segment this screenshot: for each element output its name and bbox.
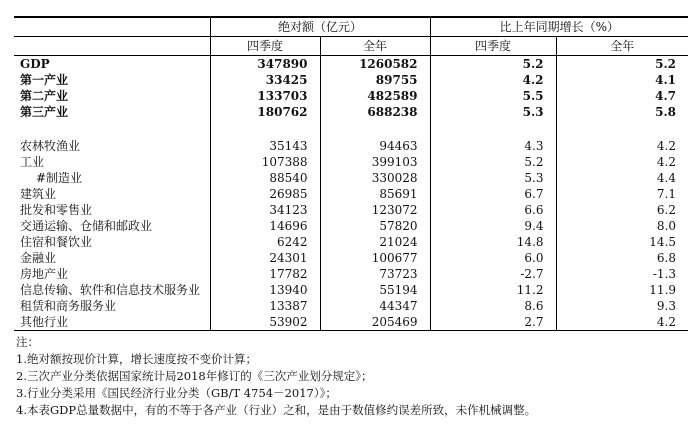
cell-year-growth: 6.8 bbox=[556, 250, 688, 266]
cell-year-growth: 11.9 bbox=[556, 282, 688, 298]
cell-q4-growth: 2.7 bbox=[430, 314, 556, 331]
header-growth-q4: 四季度 bbox=[430, 37, 556, 56]
cell-year-value: 94463 bbox=[320, 138, 430, 154]
cell-q4-value: 6242 bbox=[210, 234, 320, 250]
cell-year-growth: 9.3 bbox=[556, 298, 688, 314]
row-label: 工业 bbox=[20, 155, 45, 169]
cell-year-value: 73723 bbox=[320, 266, 430, 282]
table-row-tertiary-industry bbox=[14, 104, 688, 120]
cell-year-growth: -1.3 bbox=[556, 266, 688, 282]
cell-q4-value: 180762 bbox=[210, 104, 320, 120]
cell-q4-growth: 5.3 bbox=[430, 170, 556, 186]
table-row-primary-industry bbox=[14, 72, 688, 88]
row-label: 第三产业 bbox=[20, 105, 69, 119]
row-label: GDP bbox=[20, 57, 50, 71]
cell-q4-growth: 4.2 bbox=[430, 72, 556, 88]
cell-q4-growth: 6.7 bbox=[430, 186, 556, 202]
row-label: 住宿和餐饮业 bbox=[20, 235, 93, 249]
gdp-table-container bbox=[14, 16, 688, 419]
row-label: 第一产业 bbox=[20, 73, 69, 87]
cell-q4-growth: 4.3 bbox=[430, 138, 556, 154]
cell-q4-value: 13940 bbox=[210, 282, 320, 298]
header-row-groups bbox=[14, 17, 688, 37]
row-label: 房地产业 bbox=[20, 267, 69, 281]
row-label: 交通运输、仓储和邮政业 bbox=[20, 219, 153, 233]
cell-q4-value: 88540 bbox=[210, 170, 320, 186]
header-corner-2 bbox=[14, 37, 210, 56]
table-row bbox=[14, 266, 688, 282]
cell-year-value: 1260582 bbox=[320, 56, 430, 73]
table-row bbox=[14, 314, 688, 331]
header-row-periods bbox=[14, 37, 688, 56]
cell-q4-value: 347890 bbox=[210, 56, 320, 73]
cell-year-growth: 14.5 bbox=[556, 234, 688, 250]
cell-q4-value: 34123 bbox=[210, 202, 320, 218]
row-label: #制造业 bbox=[36, 171, 83, 185]
cell-q4-value: 107388 bbox=[210, 154, 320, 170]
note-item: 2.三次产业分类依据国家统计局2018年修订的《三次产业划分规定》； bbox=[16, 369, 373, 383]
cell-year-growth: 4.2 bbox=[556, 154, 688, 170]
cell-q4-value: 17782 bbox=[210, 266, 320, 282]
cell-q4-growth: 6.0 bbox=[430, 250, 556, 266]
cell-year-growth: 6.2 bbox=[556, 202, 688, 218]
cell-q4-value: 13387 bbox=[210, 298, 320, 314]
cell-q4-growth: 6.6 bbox=[430, 202, 556, 218]
row-label: 金融业 bbox=[20, 251, 57, 265]
cell-q4-value: 53902 bbox=[210, 314, 320, 331]
header-corner bbox=[14, 17, 210, 37]
notes-heading: 注： bbox=[16, 335, 39, 349]
table-row bbox=[14, 202, 688, 218]
cell-q4-growth: 5.3 bbox=[430, 104, 556, 120]
row-label: 第二产业 bbox=[20, 89, 69, 103]
table-row bbox=[14, 138, 688, 154]
cell-year-value: 205469 bbox=[320, 314, 430, 331]
cell-q4-growth: 9.4 bbox=[430, 218, 556, 234]
cell-year-value: 85691 bbox=[320, 186, 430, 202]
cell-q4-value: 33425 bbox=[210, 72, 320, 88]
cell-q4-value: 26985 bbox=[210, 186, 320, 202]
cell-year-value: 44347 bbox=[320, 298, 430, 314]
cell-q4-growth: 11.2 bbox=[430, 282, 556, 298]
header-growth-full-year: 全年 bbox=[556, 37, 688, 56]
table-row bbox=[14, 250, 688, 266]
cell-year-growth: 5.8 bbox=[556, 104, 688, 120]
header-absolute-value: 绝对额（亿元） bbox=[210, 17, 430, 37]
table-row bbox=[14, 218, 688, 234]
cell-q4-value: 14696 bbox=[210, 218, 320, 234]
cell-year-growth: 4.2 bbox=[556, 138, 688, 154]
cell-year-value: 330028 bbox=[320, 170, 430, 186]
note-item: 1.绝对额按现价计算，增长速度按不变价计算； bbox=[16, 352, 257, 366]
cell-year-value: 123072 bbox=[320, 202, 430, 218]
cell-q4-value: 133703 bbox=[210, 88, 320, 104]
cell-year-value: 89755 bbox=[320, 72, 430, 88]
cell-year-value: 399103 bbox=[320, 154, 430, 170]
cell-year-value: 57820 bbox=[320, 218, 430, 234]
cell-year-growth: 4.7 bbox=[556, 88, 688, 104]
cell-year-value: 100677 bbox=[320, 250, 430, 266]
table-row bbox=[14, 170, 688, 186]
cell-q4-growth: 8.6 bbox=[430, 298, 556, 314]
cell-year-growth: 5.2 bbox=[556, 56, 688, 73]
cell-year-growth: 7.1 bbox=[556, 186, 688, 202]
cell-year-value: 482589 bbox=[320, 88, 430, 104]
row-label: 农林牧渔业 bbox=[20, 139, 81, 153]
gdp-table bbox=[14, 16, 688, 331]
table-row-gdp bbox=[14, 56, 688, 73]
table-row-secondary-industry bbox=[14, 88, 688, 104]
table-spacer-row bbox=[14, 120, 688, 138]
table-row bbox=[14, 234, 688, 250]
cell-q4-value: 35143 bbox=[210, 138, 320, 154]
cell-q4-growth: 14.8 bbox=[430, 234, 556, 250]
table-row bbox=[14, 186, 688, 202]
row-label: 其他行业 bbox=[14, 314, 210, 331]
table-row bbox=[14, 282, 688, 298]
header-growth-rate: 比上年同期增长（%） bbox=[430, 17, 688, 37]
cell-year-growth: 4.2 bbox=[556, 314, 688, 331]
cell-q4-growth: -2.7 bbox=[430, 266, 556, 282]
cell-year-growth: 4.1 bbox=[556, 72, 688, 88]
row-label: 租赁和商务服务业 bbox=[20, 299, 117, 313]
table-row bbox=[14, 154, 688, 170]
cell-q4-growth: 5.5 bbox=[430, 88, 556, 104]
row-label: 信息传输、软件和信息技术服务业 bbox=[20, 283, 201, 297]
cell-year-growth: 4.4 bbox=[556, 170, 688, 186]
cell-q4-value: 24301 bbox=[210, 250, 320, 266]
row-label: 批发和零售业 bbox=[20, 203, 93, 217]
cell-q4-growth: 5.2 bbox=[430, 154, 556, 170]
cell-year-value: 21024 bbox=[320, 234, 430, 250]
cell-q4-growth: 5.2 bbox=[430, 56, 556, 73]
header-abs-q4: 四季度 bbox=[210, 37, 320, 56]
cell-year-growth: 8.0 bbox=[556, 218, 688, 234]
cell-year-value: 688238 bbox=[320, 104, 430, 120]
table-notes bbox=[14, 334, 688, 419]
row-label: 建筑业 bbox=[20, 187, 57, 201]
note-item: 3.行业分类采用《国民经济行业分类（GB/T 4754－2017）》； bbox=[16, 386, 337, 400]
cell-year-value: 55194 bbox=[320, 282, 430, 298]
table-row bbox=[14, 298, 688, 314]
note-item: 4.本表GDP总量数据中，有的不等于各产业（行业）之和，是由于数值修约误差所致，未作机械调整。 bbox=[16, 403, 537, 417]
header-abs-full-year: 全年 bbox=[320, 37, 430, 56]
